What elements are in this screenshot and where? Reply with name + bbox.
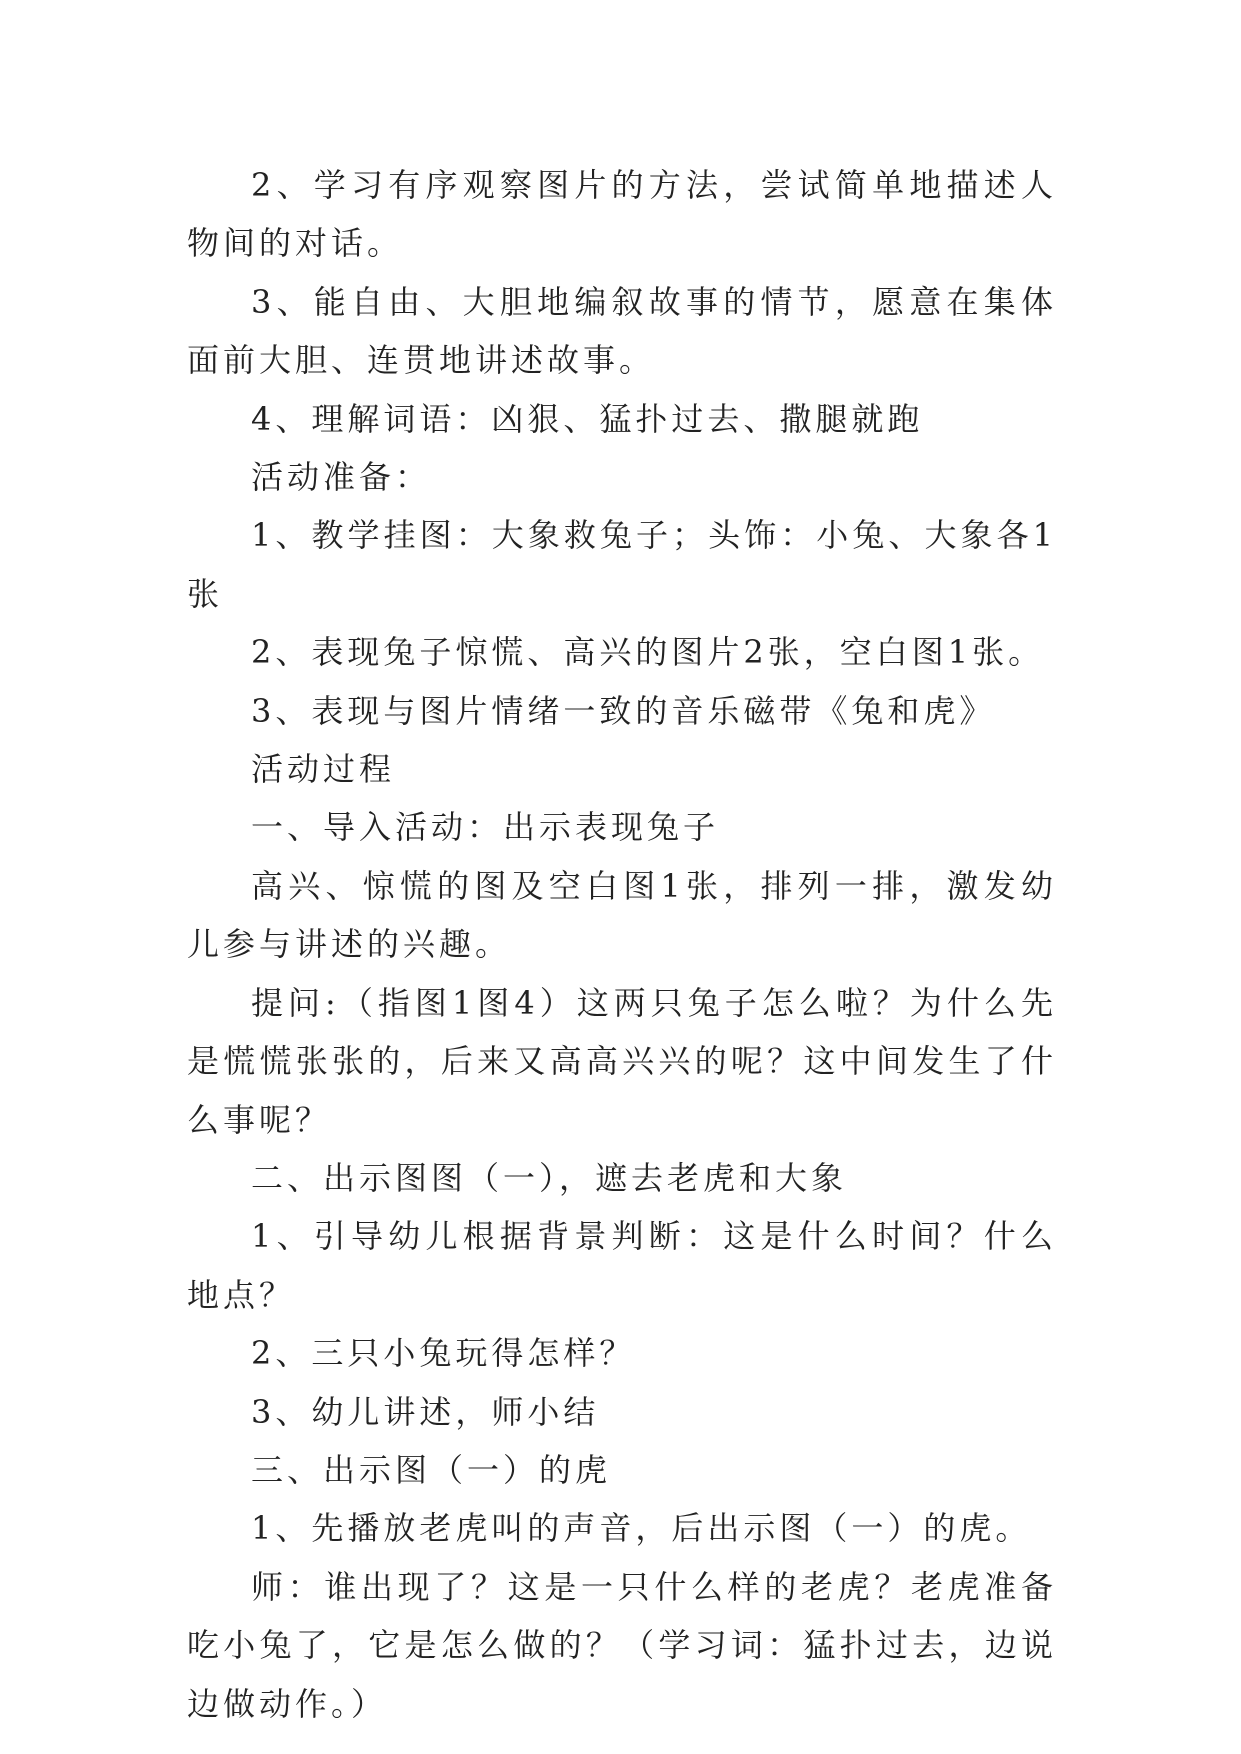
paragraph: 师：谁出现了？这是一只什么样的老虎？老虎准备吃小兔了，它是怎么做的？（学习词：猛扑过去，边说边做动作。） [187,1567,1057,1723]
paragraph: 3、表现与图片情绪一致的音乐磁带《兔和虎》 [251,691,996,730]
document-body [187,156,1057,1733]
paragraph: 1、先播放老虎叫的声音，后出示图（一）的虎。 [251,1509,1032,1548]
section-heading: 活动准备： [251,458,432,497]
paragraph: 3、能自由、大胆地编叙故事的情节，愿意在集体面前大胆、连贯地讲述故事。 [187,282,1057,380]
paragraph: 提问:（指图1图4）这两只兔子怎么啦？为什么先是慌慌张张的，后来又高高兴兴的呢？这中间发生了什么事呢？ [187,983,1057,1139]
paragraph: 2、三只小兔玩得怎样？ [251,1334,636,1373]
paragraph: 1、教学挂图：大象救兔子；头饰：小兔、大象各1张 [187,516,1057,613]
paragraph: 1、引导幼儿根据背景判断：这是什么时间？什么地点？ [187,1217,1057,1314]
section-heading: 活动过程 [251,750,396,789]
paragraph: 2、学习有序观察图片的方法，尝试简单地描述人物间的对话。 [187,166,1057,263]
paragraph: 一、导入活动：出示表现兔子 [251,808,720,847]
paragraph: 三、出示图（一）的虎 [251,1450,612,1489]
paragraph: 4、理解词语：凶狠、猛扑过去、撒腿就跑 [251,399,924,438]
paragraph: 2、表现兔子惊慌、高兴的图片2张，空白图1张。 [251,633,1045,672]
paragraph: 3、幼儿讲述，师小结 [251,1392,600,1431]
paragraph: 二、出示图图（一），遮去老虎和大象 [251,1158,848,1197]
paragraph: 高兴、惊慌的图及空白图1张，排列一排，激发幼儿参与讲述的兴趣。 [187,866,1057,964]
